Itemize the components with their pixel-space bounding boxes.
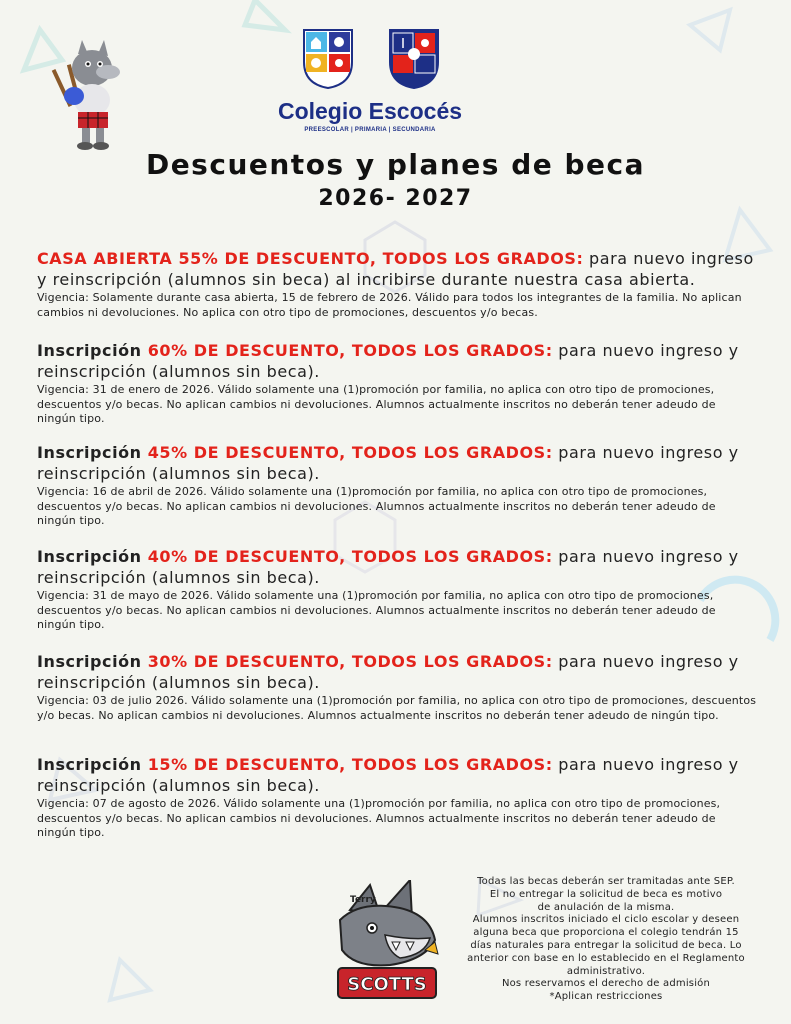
offer-label: Inscripción <box>37 443 148 462</box>
offer-terms: Vigencia: 31 de mayo de 2026. Válido solamente una (1)promoción por familia, no aplica con otro tipo de promociones, descuentos y/o becas. No aplican cambios ni devoluciones. Alumnos actualmente inscritos no deberán tener adeudo de ningún tipo. <box>37 589 716 631</box>
offer-terms: Vigencia: 16 de abril de 2026. Válido solamente una (1)promoción por familia, no aplica con otro tipo de promociones, descuentos y/o becas. No aplican cambios ni devoluciones. Alumnos actualmente inscritos no deberán tener adeudo de ningún tipo. <box>37 485 716 527</box>
offer-heading <box>37 754 757 796</box>
offer-heading <box>37 442 757 484</box>
school-logo <box>270 28 470 140</box>
offer-60 <box>37 340 757 427</box>
offer-heading <box>37 651 757 693</box>
note-line: Todas las becas deberán ser tramitadas ante SEP. <box>477 876 735 887</box>
offer-terms: Vigencia: 07 de agosto de 2026. Válido solamente una (1)promoción por familia, no aplica con otro tipo de promociones, descuentos y/o becas. No aplican cambios ni devoluciones. Alumnos actualmente inscritos no deberán tener adeudo de ningún tipo. <box>37 797 721 839</box>
logo-wordmark: Colegio Escocés <box>277 98 463 124</box>
scholarship-notes <box>450 876 762 1004</box>
offer-label: Inscripción <box>37 341 148 360</box>
offer-heading <box>37 248 757 290</box>
offer-label: Inscripción <box>37 547 148 566</box>
note-line: anterior con base en lo establecido en el Reglamento <box>467 952 745 964</box>
offer-applies-to: para nuevo ingreso y reinscripción (alumnos sin beca). <box>37 652 739 692</box>
offer-45 <box>37 442 757 529</box>
offer-applies-to: para nuevo ingreso y reinscripción (alumnos sin beca). <box>37 341 739 381</box>
note-line: alguna beca que proporciona el colegio tendrán 15 <box>473 927 739 939</box>
note-line: El no entregar la solicitud de beca es motivo <box>489 888 723 900</box>
note-line: Nos reservamos el derecho de admisión <box>501 978 711 990</box>
offer-40 <box>37 546 757 633</box>
offer-open-house <box>37 248 757 320</box>
note-line: Alumnos inscritos iniciado el ciclo escolar y deseen <box>472 914 740 926</box>
offer-applies-to: para nuevo ingreso y reinscripción (alumnos sin beca). <box>37 547 739 587</box>
offer-label: Inscripción <box>37 652 148 671</box>
offer-discount: 15% DE DESCUENTO, TODOS LOS GRADOS: <box>147 755 553 774</box>
offer-discount: 60% DE DESCUENTO, TODOS LOS GRADOS: <box>147 341 553 360</box>
offer-discount: CASA ABIERTA 55% DE DESCUENTO, TODOS LOS GRADOS: <box>37 249 584 268</box>
offer-applies-to: para nuevo ingreso y reinscripción (alumnos sin beca) al incribirse durante nuestra casa abierta. <box>37 249 754 289</box>
offer-discount: 45% DE DESCUENTO, TODOS LOS GRADOS: <box>147 443 553 462</box>
restrictions-note: *Aplican restricciones <box>549 991 663 1003</box>
offer-heading <box>37 546 757 588</box>
preescolar-shield-icon <box>302 28 354 90</box>
offer-label: Inscripción <box>37 755 148 774</box>
offer-terms: Vigencia: 31 de enero de 2026. Válido solamente una (1)promoción por familia, no aplica con otro tipo de promociones, descuentos y/o becas. No aplican cambios ni devoluciones. Alumnos actualmente inscritos no deberán tener adeudo de ningún tipo. <box>37 383 716 425</box>
note-line: de anulación de la misma. <box>537 901 675 913</box>
page-title: Descuentos y planes de beca <box>145 148 646 181</box>
mascot-name: Terry <box>350 895 376 905</box>
scotts-wolf-mascot-icon <box>330 880 445 1005</box>
offer-applies-to: para nuevo ingreso y reinscripción (alumnos sin beca). <box>37 755 739 795</box>
logo-levels: PREESCOLAR | PRIMARIA | SECUNDARIA <box>304 127 436 133</box>
offer-applies-to: para nuevo ingreso y reinscripción (alumnos sin beca). <box>37 443 739 483</box>
mascot-label: SCOTTS <box>347 974 427 995</box>
offer-terms: Vigencia: Solamente durante casa abierta, 15 de febrero de 2026. Válido para todos los integrantes de la familia. No aplican cambios ni devoluciones. No aplica con otro tipo de promociones, descuentos y/o becas. <box>37 291 742 319</box>
offer-discount: 40% DE DESCUENTO, TODOS LOS GRADOS: <box>147 547 553 566</box>
offer-terms: Vigencia: 03 de julio 2026. Válido solamente una (1)promoción por familia, no aplica con otro tipo de promociones, descuentos y/o becas. No aplican cambios ni devoluciones. Alumnos actualmente inscritos no deberán tener adeudo de ningún tipo. <box>37 694 757 722</box>
note-line: días naturales para entregar la solicitud de beca. Lo <box>470 939 742 951</box>
offer-discount: 30% DE DESCUENTO, TODOS LOS GRADOS: <box>147 652 553 671</box>
colegio-crest-icon <box>388 28 440 90</box>
offer-30 <box>37 651 757 723</box>
wolf-mascot-bagpipes-icon <box>50 38 135 153</box>
note-line: administrativo. <box>566 965 646 977</box>
offer-15 <box>37 754 757 841</box>
offer-heading <box>37 340 757 382</box>
school-year: 2026- 2027 <box>318 186 473 211</box>
